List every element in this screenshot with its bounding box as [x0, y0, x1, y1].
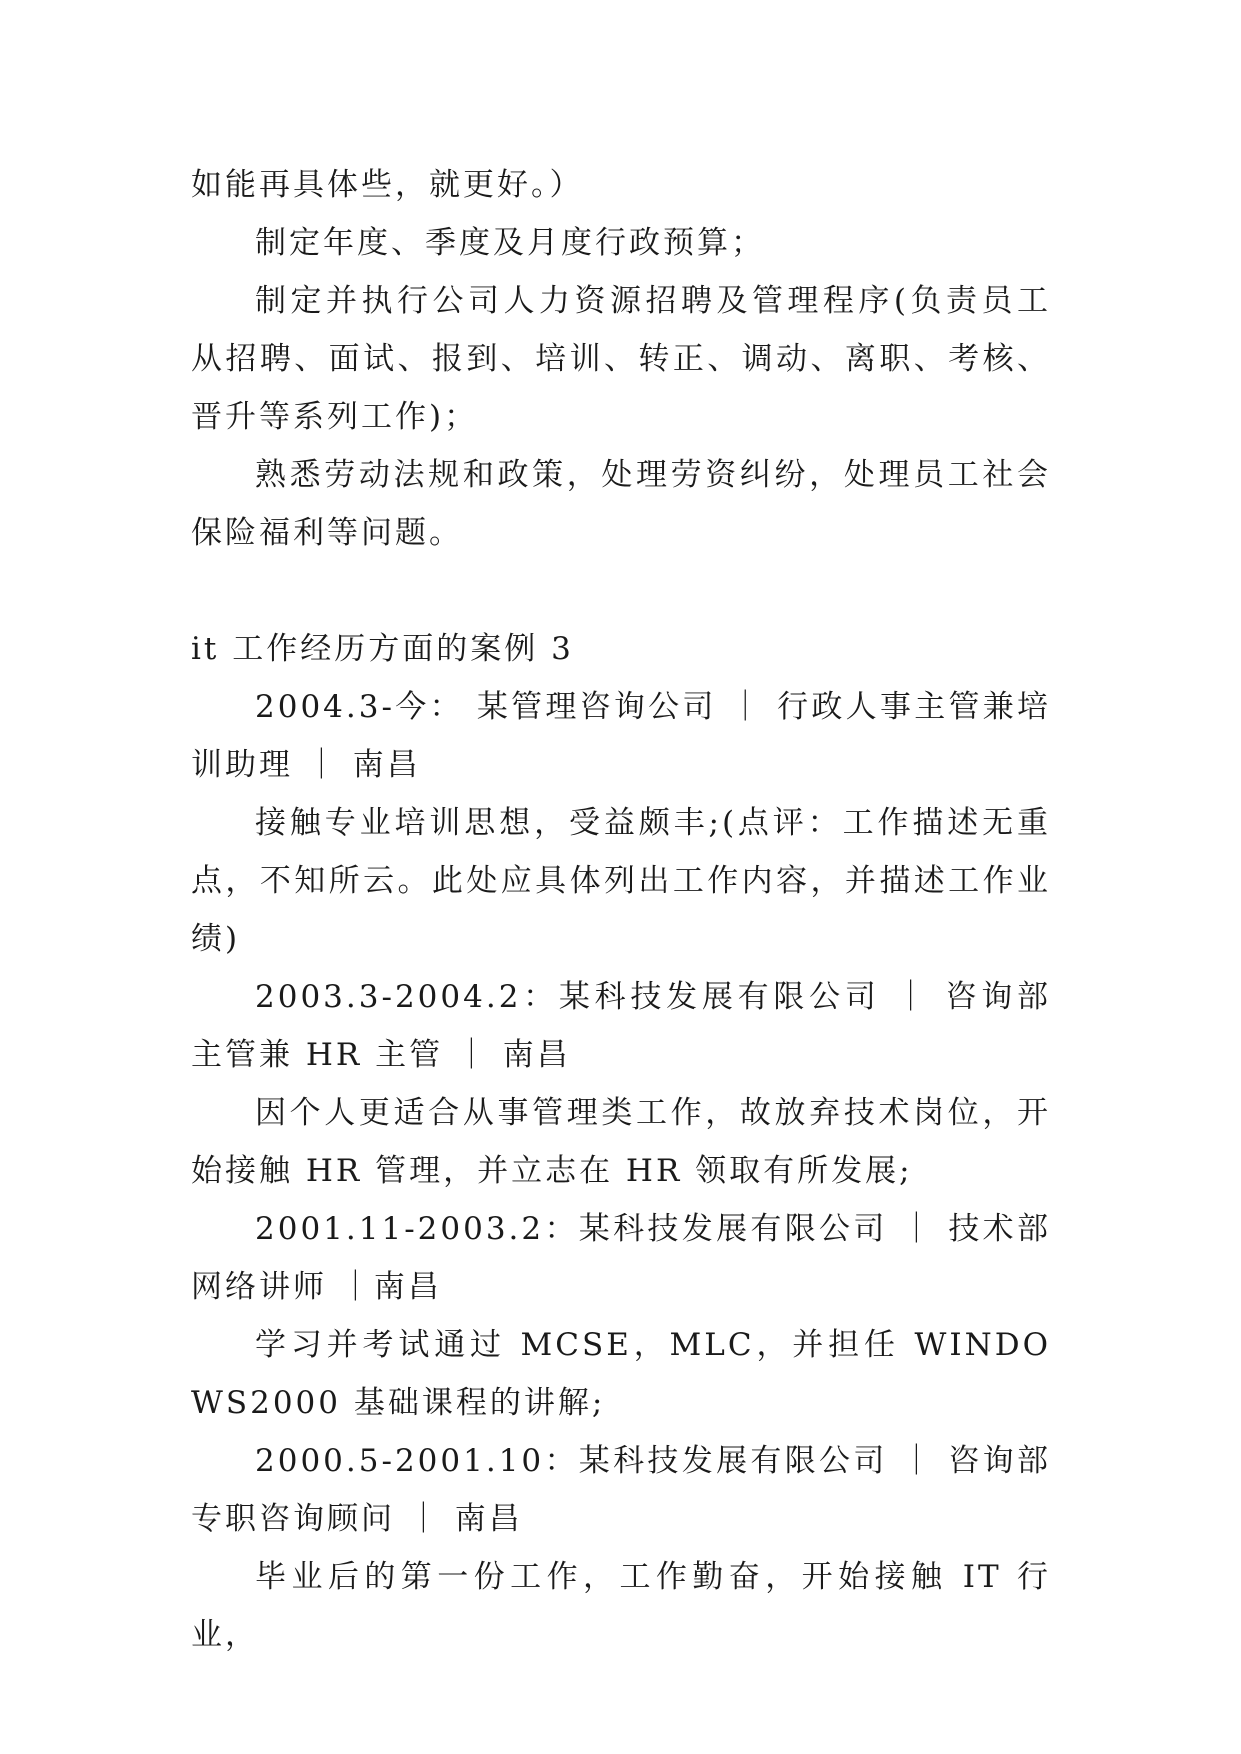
paragraph-section-0: 2004.3-今： 某管理咨询公司 ｜ 行政人事主管兼培训助理 ｜ 南昌 — [191, 689, 1051, 783]
document-body — [191, 156, 1051, 1664]
paragraph-section-5: 学习并考试通过 MCSE，MLC，并担任 WINDOWS2000 基础课程的讲解; — [191, 1327, 1051, 1421]
paragraph-spacer — [191, 562, 1051, 620]
paragraph-top-3: 熟悉劳动法规和政策，处理劳资纠纷，处理员工社会保险福利等问题。 — [191, 457, 1051, 551]
paragraph-section-2: 2003.3-2004.2：某科技发展有限公司 ｜ 咨询部主管兼 HR 主管 ｜ 南昌 — [191, 979, 1051, 1073]
paragraph-top-1: 制定年度、季度及月度行政预算； — [255, 225, 765, 261]
paragraph-top-0: 如能再具体些，就更好。） — [191, 167, 584, 203]
paragraph-section-1: 接触专业培训思想，受益颇丰;(点评：工作描述无重点，不知所云。此处应具体列出工作内容，并描述工作业绩) — [191, 805, 1051, 957]
paragraph-section-3: 因个人更适合从事管理类工作，故放弃技术岗位，开始接触 HR 管理，并立志在 HR 领取有所发展; — [191, 1095, 1051, 1189]
paragraph-top-2: 制定并执行公司人力资源招聘及管理程序(负责员工从招聘、面试、报到、培训、转正、调动、离职、考核、晋升等系列工作)； — [191, 283, 1051, 435]
paragraph-section-4: 2001.11-2003.2：某科技发展有限公司 ｜ 技术部网络讲师 ｜南昌 — [191, 1211, 1051, 1305]
section-title: it 工作经历方面的案例 3 — [191, 631, 574, 667]
paragraph-section-6: 2000.5-2001.10：某科技发展有限公司 ｜ 咨询部专职咨询顾问 ｜ 南昌 — [191, 1443, 1051, 1537]
paragraph-section-7: 毕业后的第一份工作，工作勤奋，开始接触 IT 行业， — [191, 1559, 1051, 1653]
